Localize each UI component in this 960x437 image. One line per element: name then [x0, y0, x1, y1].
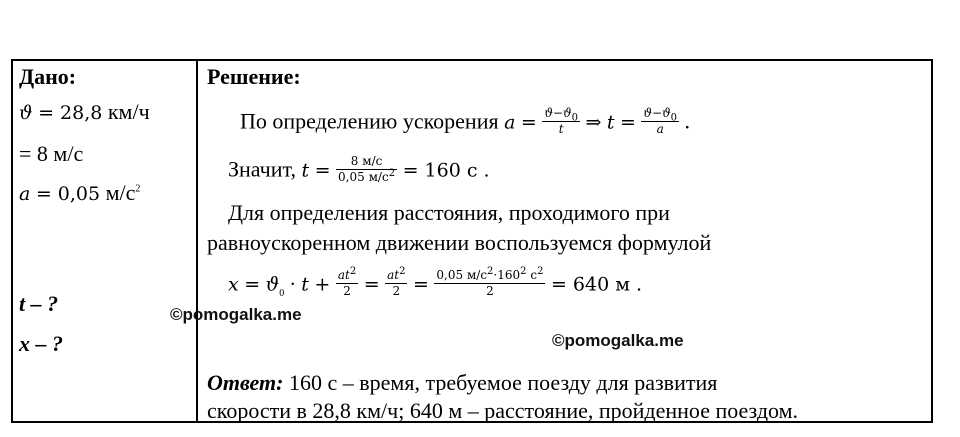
answer-label: Ответ:	[207, 370, 284, 395]
line1-text: По определению ускорения	[240, 108, 499, 134]
solution-title: Решение:	[207, 64, 301, 89]
fraction-definition: $\frac{ϑ-ϑ_0}{t}$	[544, 106, 578, 136]
fraction-distance-values: $\frac{0,05 м/с^2\cdot 160^2 с^2}{2}$	[436, 266, 544, 298]
solution-line-1: По определению ускорения a = $\frac{ϑ-ϑ_0}{t}$ ⇒ t = $\frac{ϑ-ϑ_0}{a}$ .	[240, 106, 691, 136]
given-title: Дано:	[19, 64, 77, 89]
fraction-time-values: $\frac{8 м/с}{0,05 м/с^2}$	[338, 154, 396, 184]
given-velocity: ϑ = 28,8 км/ч	[19, 99, 150, 124]
find-time: t – ?	[19, 291, 59, 316]
solution-line-4: равноускоренном движении воспользуемся формулой	[207, 230, 712, 255]
answer-text-1: 160 с – время, требуемое поезду для развития	[288, 370, 718, 395]
line5-result: = 640 м .	[550, 273, 643, 296]
solution-line-3: Для определения расстояния, проходимого при	[228, 200, 670, 225]
fraction-at2-b: $\frac{at^2}{2}$	[387, 266, 406, 298]
answer-line-1	[207, 370, 717, 396]
given-acceleration: a = 0,05 $м/с^2$	[19, 180, 141, 205]
line2-result: = 160 с .	[402, 159, 490, 182]
column-divider	[196, 59, 198, 423]
watermark-left: ©pomogalka.me	[170, 305, 302, 324]
answer-line-2: скорости в 28,8 км/ч; 640 м – расстояние, пройденное поездом.	[207, 398, 799, 423]
watermark-center: ©pomogalka.me	[552, 331, 684, 350]
fraction-time: $\frac{ϑ-ϑ_0}{a}$	[643, 106, 678, 136]
find-distance: x – ?	[19, 331, 63, 356]
fraction-at2: $\frac{at^2}{2}$	[337, 266, 357, 298]
solution-line-5: $x = ϑ_0 \cdot t$ + $\frac{at^2}{2}$ = $\frac{at^2}{2}$ = $\frac{0,05 м/с^2\cdot 160^2 с^2}{2}$ = 640 м .	[228, 266, 643, 299]
solution-line-2: Значит, t = $\frac{8 м/с}{0,05 м/с^2}$ = 160 с .	[228, 154, 490, 184]
given-velocity-converted: = 8 м/с	[19, 141, 84, 166]
line2-text: Значит,	[228, 156, 296, 182]
